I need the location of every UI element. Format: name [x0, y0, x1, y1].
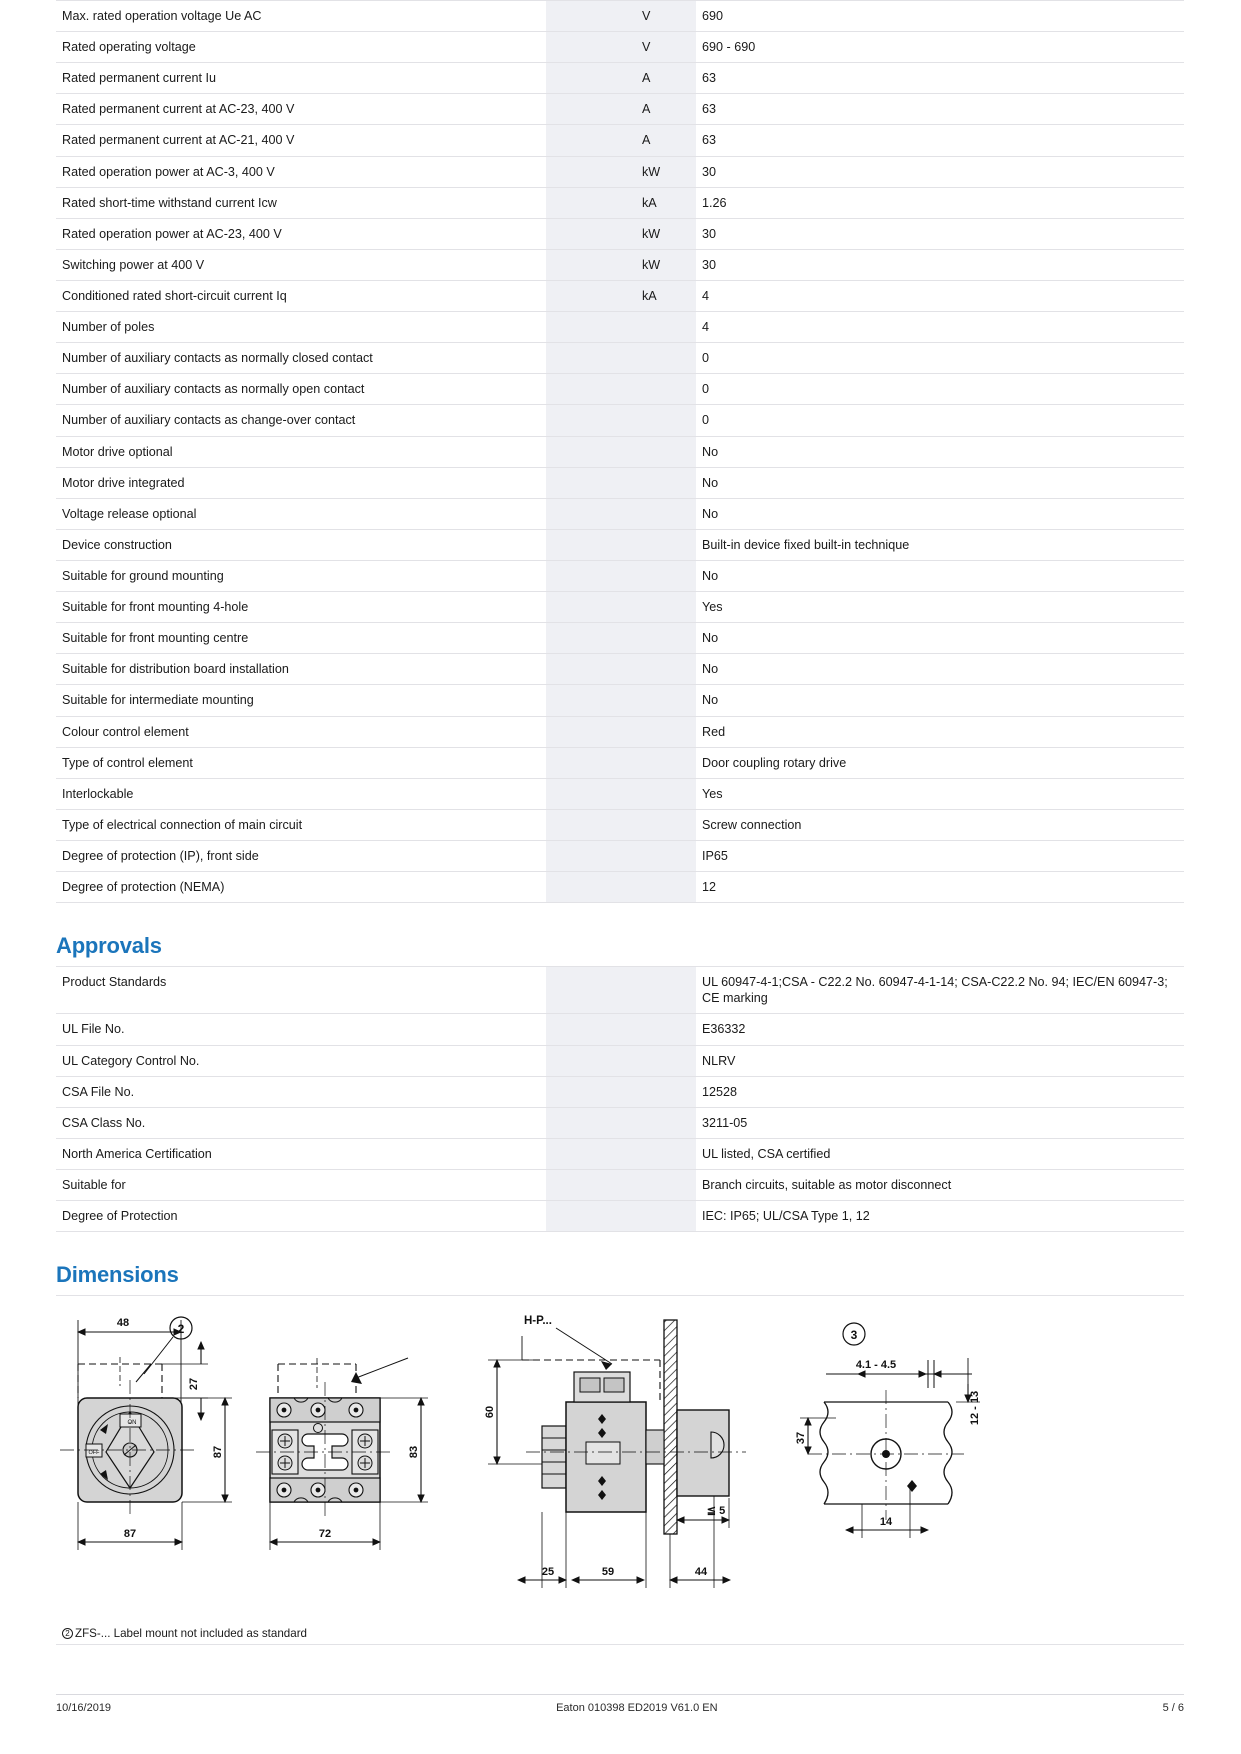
- row-label: Voltage release optional: [56, 498, 546, 529]
- table-row: [56, 1014, 1184, 1045]
- row-spacer: [546, 374, 636, 405]
- footnote-text: ZFS-... Label mount not included as standard: [75, 1627, 308, 1641]
- row-value: 690: [696, 1, 1184, 32]
- svg-text:83: 83: [408, 1446, 420, 1459]
- row-value: 0: [696, 405, 1184, 436]
- row-label: Number of poles: [56, 312, 546, 343]
- row-value: 63: [696, 63, 1184, 94]
- dimensions-footnote: [56, 1620, 1184, 1640]
- row-spacer: [546, 249, 636, 280]
- technical-data-table: [56, 0, 1184, 903]
- svg-text:OFF: OFF: [88, 1450, 100, 1457]
- row-value: No: [696, 654, 1184, 685]
- row-spacer: [546, 654, 636, 685]
- table-row: [56, 872, 1184, 903]
- row-spacer: [546, 747, 636, 778]
- row-spacer: [546, 32, 636, 63]
- row-unit: kW: [636, 218, 696, 249]
- row-unit: [636, 343, 696, 374]
- row-spacer: [546, 560, 636, 591]
- row-spacer: [546, 872, 636, 903]
- row-unit: [636, 872, 696, 903]
- row-label: Rated operation power at AC-23, 400 V: [56, 218, 546, 249]
- row-unit: [636, 654, 696, 685]
- row-unit: kW: [636, 249, 696, 280]
- row-unit: [636, 374, 696, 405]
- row-label: Degree of protection (NEMA): [56, 872, 546, 903]
- approvals-table: [56, 966, 1184, 1232]
- approvals-heading: Approvals: [56, 933, 162, 959]
- row-label: Colour control element: [56, 716, 546, 747]
- svg-text:87: 87: [123, 1528, 137, 1541]
- table-row: [56, 967, 1184, 1014]
- row-value: 63: [696, 125, 1184, 156]
- row-label: Motor drive integrated: [56, 467, 546, 498]
- row-spacer: [546, 218, 636, 249]
- row-label: Number of auxiliary contacts as change-over contact: [56, 405, 546, 436]
- row-unit: kW: [636, 156, 696, 187]
- row-spacer: [546, 1107, 636, 1138]
- row-value: Door coupling rotary drive: [696, 747, 1184, 778]
- row-value: 12: [696, 872, 1184, 903]
- table-row: [56, 436, 1184, 467]
- table-row: [56, 623, 1184, 654]
- row-spacer: [546, 1014, 636, 1045]
- table-row: [56, 1045, 1184, 1076]
- svg-text:87: 87: [212, 1446, 224, 1459]
- table-row: [56, 218, 1184, 249]
- table-row: [56, 249, 1184, 280]
- row-unit: V: [636, 32, 696, 63]
- table-row: [56, 685, 1184, 716]
- table-row: [56, 1201, 1184, 1232]
- row-value: UL listed, CSA certified: [696, 1138, 1184, 1169]
- table-row: [56, 840, 1184, 871]
- row-spacer: [546, 1201, 636, 1232]
- row-unit: [636, 1201, 696, 1232]
- row-value: 30: [696, 249, 1184, 280]
- table-row: [56, 498, 1184, 529]
- row-label: Rated permanent current Iu: [56, 63, 546, 94]
- row-value: UL 60947-4-1;CSA - C22.2 No. 60947-4-1-14; CSA-C22.2 No. 94; IEC/EN 60947-3; CE marking: [696, 967, 1184, 1014]
- row-spacer: [546, 343, 636, 374]
- table-row: [56, 747, 1184, 778]
- row-spacer: [546, 498, 636, 529]
- row-value: No: [696, 623, 1184, 654]
- row-value: No: [696, 436, 1184, 467]
- row-spacer: [546, 592, 636, 623]
- row-value: Built-in device fixed built-in technique: [696, 529, 1184, 560]
- row-label: Rated operating voltage: [56, 32, 546, 63]
- row-unit: [636, 778, 696, 809]
- svg-text:60: 60: [484, 1406, 496, 1419]
- footer-doc-reference: Eaton 010398 ED2019 V61.0 EN: [556, 1702, 718, 1714]
- row-spacer: [546, 1169, 636, 1200]
- row-value: Red: [696, 716, 1184, 747]
- table-row: [56, 560, 1184, 591]
- svg-text:59: 59: [601, 1566, 615, 1579]
- row-spacer: [546, 1045, 636, 1076]
- row-spacer: [546, 436, 636, 467]
- table-row: [56, 1107, 1184, 1138]
- row-value: IP65: [696, 840, 1184, 871]
- table-row: [56, 1, 1184, 32]
- row-unit: A: [636, 125, 696, 156]
- table-row: [56, 716, 1184, 747]
- row-label: Suitable for intermediate mounting: [56, 685, 546, 716]
- row-value: Yes: [696, 778, 1184, 809]
- row-spacer: [546, 778, 636, 809]
- table-row: [56, 592, 1184, 623]
- row-unit: [636, 529, 696, 560]
- row-spacer: [546, 312, 636, 343]
- row-label: Device construction: [56, 529, 546, 560]
- row-value: 30: [696, 218, 1184, 249]
- datasheet-page: [56, 0, 1186, 1754]
- row-label: Number of auxiliary contacts as normally closed contact: [56, 343, 546, 374]
- row-label: UL File No.: [56, 1014, 546, 1045]
- dimension-drawing: [56, 1302, 1184, 1620]
- row-label: Interlockable: [56, 778, 546, 809]
- table-row: [56, 32, 1184, 63]
- table-row: [56, 156, 1184, 187]
- row-label: Number of auxiliary contacts as normally open contact: [56, 374, 546, 405]
- row-unit: V: [636, 1, 696, 32]
- row-unit: [636, 1014, 696, 1045]
- row-unit: [636, 1045, 696, 1076]
- svg-text:48: 48: [116, 1317, 130, 1330]
- row-label: CSA Class No.: [56, 1107, 546, 1138]
- table-row: [56, 529, 1184, 560]
- row-label: UL Category Control No.: [56, 1045, 546, 1076]
- row-unit: [636, 623, 696, 654]
- row-label: Rated permanent current at AC-23, 400 V: [56, 94, 546, 125]
- svg-text:3: 3: [850, 1328, 858, 1343]
- row-unit: [636, 436, 696, 467]
- row-value: E36332: [696, 1014, 1184, 1045]
- table-row: [56, 63, 1184, 94]
- dimensions-section: [56, 1232, 1186, 1645]
- footer-date: 10/16/2019: [56, 1702, 112, 1714]
- row-label: North America Certification: [56, 1138, 546, 1169]
- svg-text:14: 14: [879, 1516, 893, 1529]
- row-unit: [636, 560, 696, 591]
- table-row: [56, 374, 1184, 405]
- row-spacer: [546, 1076, 636, 1107]
- svg-text:ON: ON: [127, 1420, 137, 1427]
- row-value: No: [696, 467, 1184, 498]
- row-unit: [636, 405, 696, 436]
- row-label: Conditioned rated short-circuit current Iq: [56, 280, 546, 311]
- row-label: Type of control element: [56, 747, 546, 778]
- row-unit: [636, 840, 696, 871]
- table-row: [56, 280, 1184, 311]
- row-unit: [636, 592, 696, 623]
- row-spacer: [546, 94, 636, 125]
- row-value: 1.26: [696, 187, 1184, 218]
- table-row: [56, 1169, 1184, 1200]
- footnote-marker-icon: 2: [62, 1628, 73, 1639]
- row-label: Rated permanent current at AC-21, 400 V: [56, 125, 546, 156]
- row-spacer: [546, 125, 636, 156]
- row-unit: [636, 1169, 696, 1200]
- table-row: [56, 778, 1184, 809]
- row-label: Suitable for front mounting centre: [56, 623, 546, 654]
- technical-data-body: [56, 1, 1184, 903]
- row-spacer: [546, 685, 636, 716]
- dimensions-heading: Dimensions: [56, 1262, 179, 1288]
- svg-text:72: 72: [318, 1528, 332, 1541]
- row-unit: [636, 809, 696, 840]
- row-unit: [636, 1107, 696, 1138]
- row-label: Rated operation power at AC-3, 400 V: [56, 156, 546, 187]
- row-value: IEC: IP65; UL/CSA Type 1, 12: [696, 1201, 1184, 1232]
- row-value: 0: [696, 343, 1184, 374]
- dimensions-drawing-frame: [56, 1295, 1184, 1645]
- row-value: NLRV: [696, 1045, 1184, 1076]
- row-unit: [636, 1138, 696, 1169]
- footer-page-number: 5 / 6: [1162, 1702, 1184, 1714]
- row-value: 3211-05: [696, 1107, 1184, 1138]
- table-row: [56, 1138, 1184, 1169]
- row-value: 63: [696, 94, 1184, 125]
- row-spacer: [546, 967, 636, 1014]
- row-unit: [636, 685, 696, 716]
- row-value: No: [696, 498, 1184, 529]
- svg-text:44: 44: [694, 1566, 708, 1579]
- table-row: [56, 809, 1184, 840]
- svg-text:H-P...: H-P...: [524, 1315, 552, 1328]
- row-value: No: [696, 685, 1184, 716]
- row-spacer: [546, 280, 636, 311]
- row-value: 12528: [696, 1076, 1184, 1107]
- row-unit: kA: [636, 187, 696, 218]
- row-value: Branch circuits, suitable as motor disconnect: [696, 1169, 1184, 1200]
- row-spacer: [546, 405, 636, 436]
- row-spacer: [546, 467, 636, 498]
- row-label: Motor drive optional: [56, 436, 546, 467]
- row-label: Type of electrical connection of main circuit: [56, 809, 546, 840]
- row-label: Product Standards: [56, 967, 546, 1014]
- table-row: [56, 94, 1184, 125]
- row-label: Suitable for distribution board installation: [56, 654, 546, 685]
- row-unit: [636, 967, 696, 1014]
- row-unit: A: [636, 63, 696, 94]
- table-row: [56, 654, 1184, 685]
- row-spacer: [546, 156, 636, 187]
- row-label: Degree of Protection: [56, 1201, 546, 1232]
- svg-text:37: 37: [795, 1432, 807, 1445]
- table-row: [56, 187, 1184, 218]
- row-spacer: [546, 187, 636, 218]
- row-spacer: [546, 1, 636, 32]
- row-value: No: [696, 560, 1184, 591]
- row-unit: A: [636, 94, 696, 125]
- row-unit: [636, 747, 696, 778]
- row-unit: [636, 312, 696, 343]
- svg-text:25: 25: [541, 1566, 555, 1579]
- row-spacer: [546, 809, 636, 840]
- row-label: Rated short-time withstand current Icw: [56, 187, 546, 218]
- row-value: Screw connection: [696, 809, 1184, 840]
- row-value: Yes: [696, 592, 1184, 623]
- approvals-body: [56, 967, 1184, 1232]
- row-value: 0: [696, 374, 1184, 405]
- row-value: 690 - 690: [696, 32, 1184, 63]
- svg-text:2: 2: [177, 1322, 185, 1337]
- row-spacer: [546, 1138, 636, 1169]
- row-value: 30: [696, 156, 1184, 187]
- svg-text:4.1 - 4.5: 4.1 - 4.5: [855, 1359, 897, 1372]
- row-unit: [636, 467, 696, 498]
- row-label: Max. rated operation voltage Ue AC: [56, 1, 546, 32]
- row-value: 4: [696, 312, 1184, 343]
- approvals-section: [56, 903, 1186, 1232]
- row-unit: [636, 716, 696, 747]
- svg-text:27: 27: [188, 1378, 200, 1391]
- row-label: Suitable for front mounting 4-hole: [56, 592, 546, 623]
- row-label: Suitable for: [56, 1169, 546, 1200]
- row-spacer: [546, 716, 636, 747]
- page-footer: [56, 1694, 1184, 1714]
- row-spacer: [546, 529, 636, 560]
- row-unit: [636, 1076, 696, 1107]
- table-row: [56, 467, 1184, 498]
- table-row: [56, 312, 1184, 343]
- table-row: [56, 405, 1184, 436]
- svg-text:12 - 13: 12 - 13: [969, 1391, 981, 1426]
- row-label: Suitable for ground mounting: [56, 560, 546, 591]
- row-spacer: [546, 63, 636, 94]
- row-unit: kA: [636, 280, 696, 311]
- svg-text:≦ 5: ≦ 5: [706, 1505, 726, 1518]
- row-spacer: [546, 623, 636, 654]
- row-spacer: [546, 840, 636, 871]
- row-label: Switching power at 400 V: [56, 249, 546, 280]
- row-label: Degree of protection (IP), front side: [56, 840, 546, 871]
- table-row: [56, 125, 1184, 156]
- table-row: [56, 343, 1184, 374]
- row-unit: [636, 498, 696, 529]
- row-value: 4: [696, 280, 1184, 311]
- table-row: [56, 1076, 1184, 1107]
- row-label: CSA File No.: [56, 1076, 546, 1107]
